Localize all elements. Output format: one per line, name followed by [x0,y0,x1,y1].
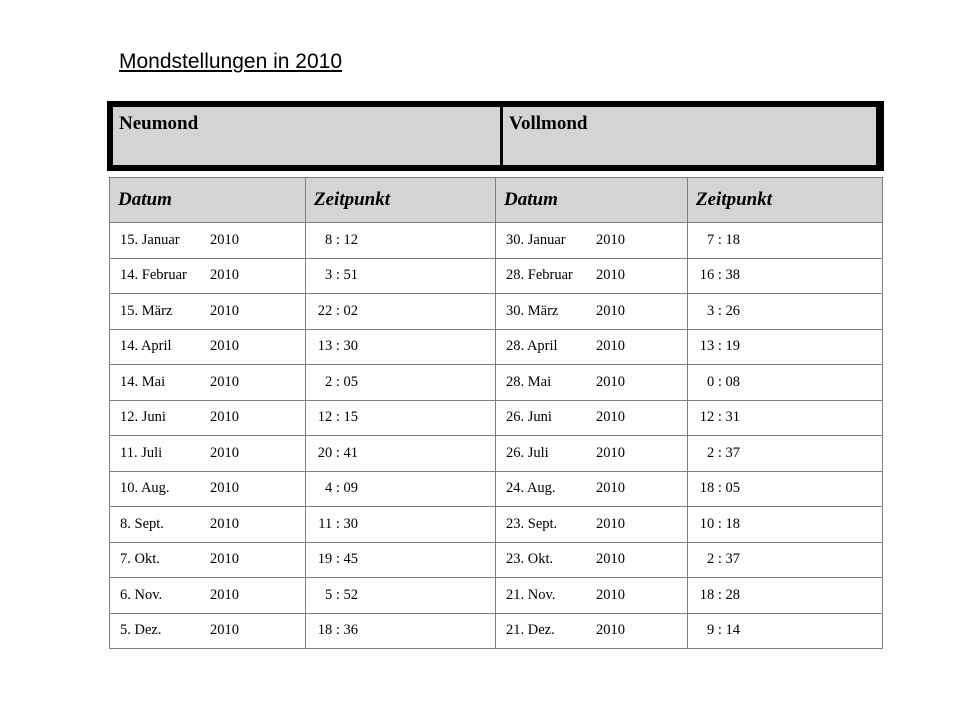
vollmond-date-cell [496,578,688,614]
neumond-date: 14. Februar [120,267,187,284]
vollmond-date-cell [496,471,688,507]
vollmond-date-cell [496,613,688,649]
neumond-time: 4 : 09 [324,480,358,497]
table-row [110,365,883,401]
neumond-date: 14. Mai [120,373,166,390]
vollmond-date: 21. Dez. [506,622,555,639]
vollmond-year: 2010 [596,231,625,248]
neumond-year: 2010 [210,409,239,426]
neumond-time: 13 : 30 [317,338,358,355]
table-row [110,223,883,259]
vollmond-year: 2010 [596,302,625,319]
vollmond-time-cell [688,294,883,330]
neumond-time-cell [306,223,496,259]
vollmond-time-cell [688,400,883,436]
table-row [110,542,883,578]
vollmond-time: 9 : 14 [706,622,740,639]
neumond-date: 15. März [120,302,173,319]
neumond-header: Neumond [113,107,500,165]
vollmond-date: 21. Nov. [506,586,556,603]
neumond-date-cell [110,400,306,436]
column-header-datum-neumond: Datum [110,178,306,223]
neumond-date: 5. Dez. [120,622,162,639]
vollmond-time: 3 : 26 [706,302,740,319]
neumond-time-cell [306,471,496,507]
vollmond-year: 2010 [596,480,625,497]
neumond-time-cell [306,507,496,543]
neumond-year: 2010 [210,231,239,248]
vollmond-date: 23. Sept. [506,515,558,532]
neumond-time-cell [306,258,496,294]
vollmond-date: 24. Aug. [506,480,556,497]
table-header-row [110,178,883,223]
column-header-zeitpunkt-neumond: Zeitpunkt [306,178,496,223]
neumond-year: 2010 [210,302,239,319]
neumond-date-cell [110,365,306,401]
neumond-date: 15. Januar [120,231,180,248]
vollmond-year: 2010 [596,551,625,568]
neumond-time: 20 : 41 [317,444,358,461]
vollmond-time-cell [688,613,883,649]
table-row [110,329,883,365]
vollmond-date: 23. Okt. [506,551,554,568]
vollmond-year: 2010 [596,267,625,284]
vollmond-date-cell [496,542,688,578]
vollmond-header: Vollmond [503,107,878,165]
neumond-date: 6. Nov. [120,586,163,603]
vollmond-time-cell [688,578,883,614]
neumond-date-cell [110,471,306,507]
neumond-year: 2010 [210,586,239,603]
neumond-date-cell [110,223,306,259]
neumond-date-cell [110,294,306,330]
vollmond-year: 2010 [596,338,625,355]
neumond-year: 2010 [210,338,239,355]
vollmond-time: 2 : 37 [706,444,740,461]
vollmond-date: 26. Juli [506,444,549,461]
neumond-year: 2010 [210,622,239,639]
vollmond-date: 28. Mai [506,373,552,390]
vollmond-year: 2010 [596,586,625,603]
vollmond-time: 16 : 38 [699,267,740,284]
neumond-date: 12. Juni [120,409,166,426]
neumond-time-cell [306,294,496,330]
vollmond-year: 2010 [596,622,625,639]
table-row [110,471,883,507]
table-row [110,436,883,472]
neumond-time-cell [306,542,496,578]
neumond-time: 8 : 12 [324,231,358,248]
neumond-time-cell [306,400,496,436]
neumond-year: 2010 [210,515,239,532]
page-title: Mondstellungen in 2010 [119,50,343,73]
neumond-date-cell [110,542,306,578]
vollmond-date-cell [496,223,688,259]
vollmond-time-cell [688,223,883,259]
neumond-date-cell [110,258,306,294]
vollmond-date-cell [496,507,688,543]
neumond-date: 7. Okt. [120,551,160,568]
vollmond-time-cell [688,329,883,365]
vollmond-date: 26. Juni [506,409,552,426]
neumond-time-cell [306,436,496,472]
vollmond-year: 2010 [596,444,625,461]
neumond-year: 2010 [210,551,239,568]
neumond-time: 5 : 52 [324,586,358,603]
neumond-time-cell [306,365,496,401]
neumond-date-cell [110,507,306,543]
vollmond-time-cell [688,542,883,578]
neumond-time: 2 : 05 [324,373,358,390]
table-body [110,223,883,649]
neumond-time: 3 : 51 [324,267,358,284]
vollmond-date: 30. März [506,302,559,319]
vollmond-date-cell [496,294,688,330]
vollmond-time: 0 : 08 [706,373,740,390]
neumond-time: 19 : 45 [317,551,358,568]
neumond-year: 2010 [210,444,239,461]
neumond-date: 11. Juli [120,444,163,461]
neumond-time: 22 : 02 [317,302,358,319]
table-row [110,258,883,294]
vollmond-date-cell [496,258,688,294]
vollmond-time-cell [688,258,883,294]
vollmond-year: 2010 [596,409,625,426]
vollmond-time: 2 : 37 [706,551,740,568]
vollmond-time: 18 : 05 [699,480,740,497]
vollmond-time: 12 : 31 [699,409,740,426]
vollmond-date: 28. April [506,338,558,355]
neumond-time-cell [306,329,496,365]
neumond-time-cell [306,578,496,614]
neumond-time: 12 : 15 [317,409,358,426]
neumond-time: 18 : 36 [317,622,358,639]
neumond-date-cell [110,436,306,472]
vollmond-year: 2010 [596,373,625,390]
vollmond-time: 18 : 28 [699,586,740,603]
neumond-time-cell [306,613,496,649]
neumond-year: 2010 [210,267,239,284]
vollmond-date-cell [496,329,688,365]
vollmond-date-cell [496,436,688,472]
vollmond-time: 7 : 18 [706,231,740,248]
column-header-datum-vollmond: Datum [496,178,688,223]
moon-phase-table [109,177,883,649]
vollmond-date-cell [496,365,688,401]
vollmond-date: 30. Januar [506,231,566,248]
vollmond-date-cell [496,400,688,436]
neumond-date: 14. April [120,338,172,355]
vollmond-time-cell [688,436,883,472]
vollmond-year: 2010 [596,515,625,532]
vollmond-time-cell [688,365,883,401]
table-row [110,613,883,649]
neumond-year: 2010 [210,373,239,390]
neumond-date-cell [110,329,306,365]
neumond-time: 11 : 30 [318,515,358,532]
column-header-zeitpunkt-vollmond: Zeitpunkt [688,178,883,223]
vollmond-time-cell [688,471,883,507]
vollmond-date: 28. Februar [506,267,573,284]
neumond-date-cell [110,578,306,614]
table-row [110,294,883,330]
neumond-date-cell [110,613,306,649]
table-row [110,578,883,614]
vollmond-time-cell [688,507,883,543]
moon-phase-header [107,101,884,171]
vollmond-time: 10 : 18 [699,515,740,532]
neumond-date: 8. Sept. [120,515,164,532]
vollmond-time: 13 : 19 [699,338,740,355]
table-row [110,400,883,436]
neumond-date: 10. Aug. [120,480,170,497]
table-row [110,507,883,543]
neumond-year: 2010 [210,480,239,497]
